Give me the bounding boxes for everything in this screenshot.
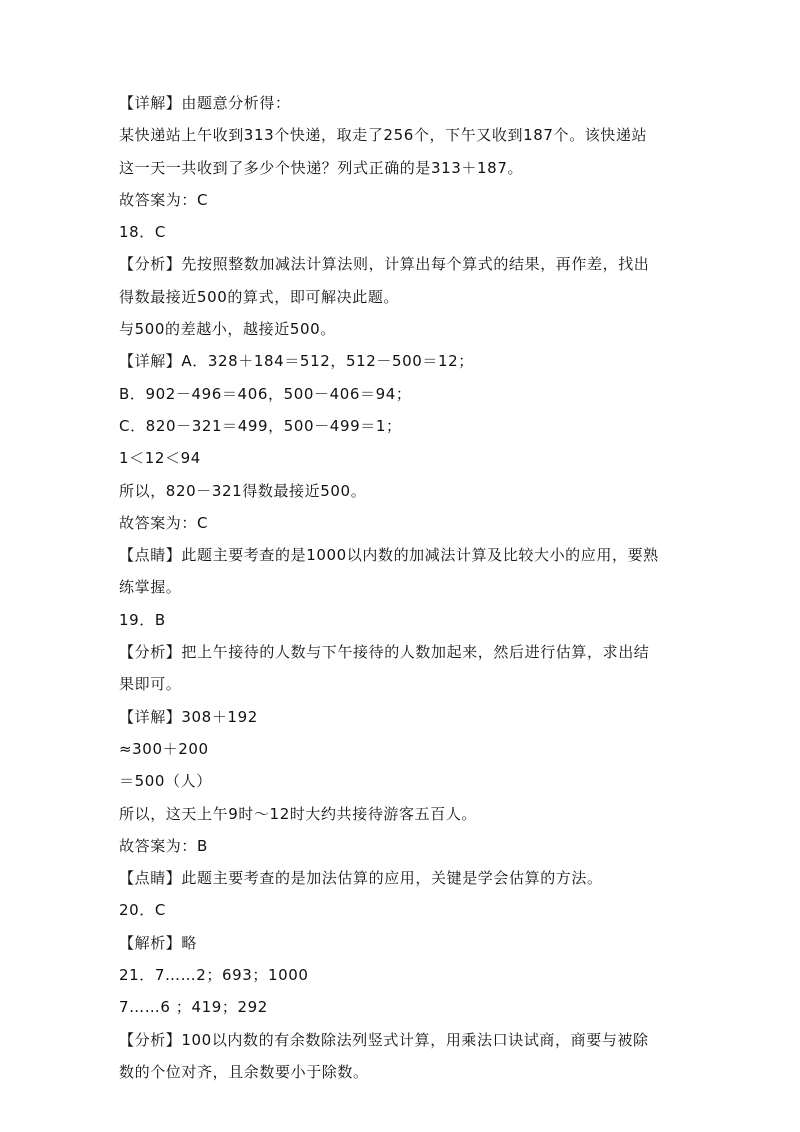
text-line: 得数最接近500的算式，即可解决此题。 [119,287,400,306]
text-line: ≈300＋200 [119,739,209,758]
text-line: 【点睛】此题主要考查的是1000以内数的加减法计算及比较大小的应用，要熟 [119,546,659,565]
text-line: 【分析】100以内数的有余数除法列竖式计算，用乘法口诀试商，商要与被除 [119,1030,649,1049]
question-number: 19．B [119,610,166,629]
text-line: 这一天一共收到了多少个快递？列式正确的是313＋187。 [119,158,524,177]
text-line: 所以，820－321得数最接近500。 [119,481,367,500]
text-line: 故答案为：C [119,190,209,209]
text-line: 1＜12＜94 [119,449,201,468]
text-line: 某快递站上午收到313个快递，取走了256个，下午又收到187个。该快递站 [119,126,648,145]
question-number: 21．7……2；693；1000 [119,966,309,985]
text-line: 【详解】A．328＋184＝512，512－500＝12； [119,352,474,371]
text-line: 故答案为：B [119,836,208,855]
text-line: C．820－321＝499，500－499＝1； [119,416,402,435]
text-line: 果即可。 [119,675,182,694]
text-line: ＝500（人） [119,772,212,791]
text-line: 故答案为：C [119,513,209,532]
answer-text-block [119,96,689,1097]
text-line: 数的个位对齐，且余数要小于除数。 [119,1062,369,1081]
text-line: 【分析】把上午接待的人数与下午接待的人数加起来，然后进行估算，求出结 [119,643,650,662]
text-line: 【解析】略 [119,933,198,952]
text-line: 所以，这天上午9时～12时大约共接待游客五百人。 [119,804,478,823]
text-line: 7……6 ；419；292 [119,998,268,1017]
text-line: 【分析】先按照整数加减法计算法则，计算出每个算式的结果，再作差，找出 [119,255,650,274]
text-line: 练掌握。 [119,578,182,597]
question-number: 18．C [119,223,166,242]
text-line: 与500的差越小，越接近500。 [119,320,336,339]
text-line: 【详解】308＋192 [119,707,258,726]
text-line: B．902－496＝406，500－406＝94； [119,384,412,403]
text-line: 【详解】由题意分析得： [119,94,291,112]
text-line: 【点睛】此题主要考查的是加法估算的应用，关键是学会估算的方法。 [119,869,603,888]
question-number: 20．C [119,901,166,920]
